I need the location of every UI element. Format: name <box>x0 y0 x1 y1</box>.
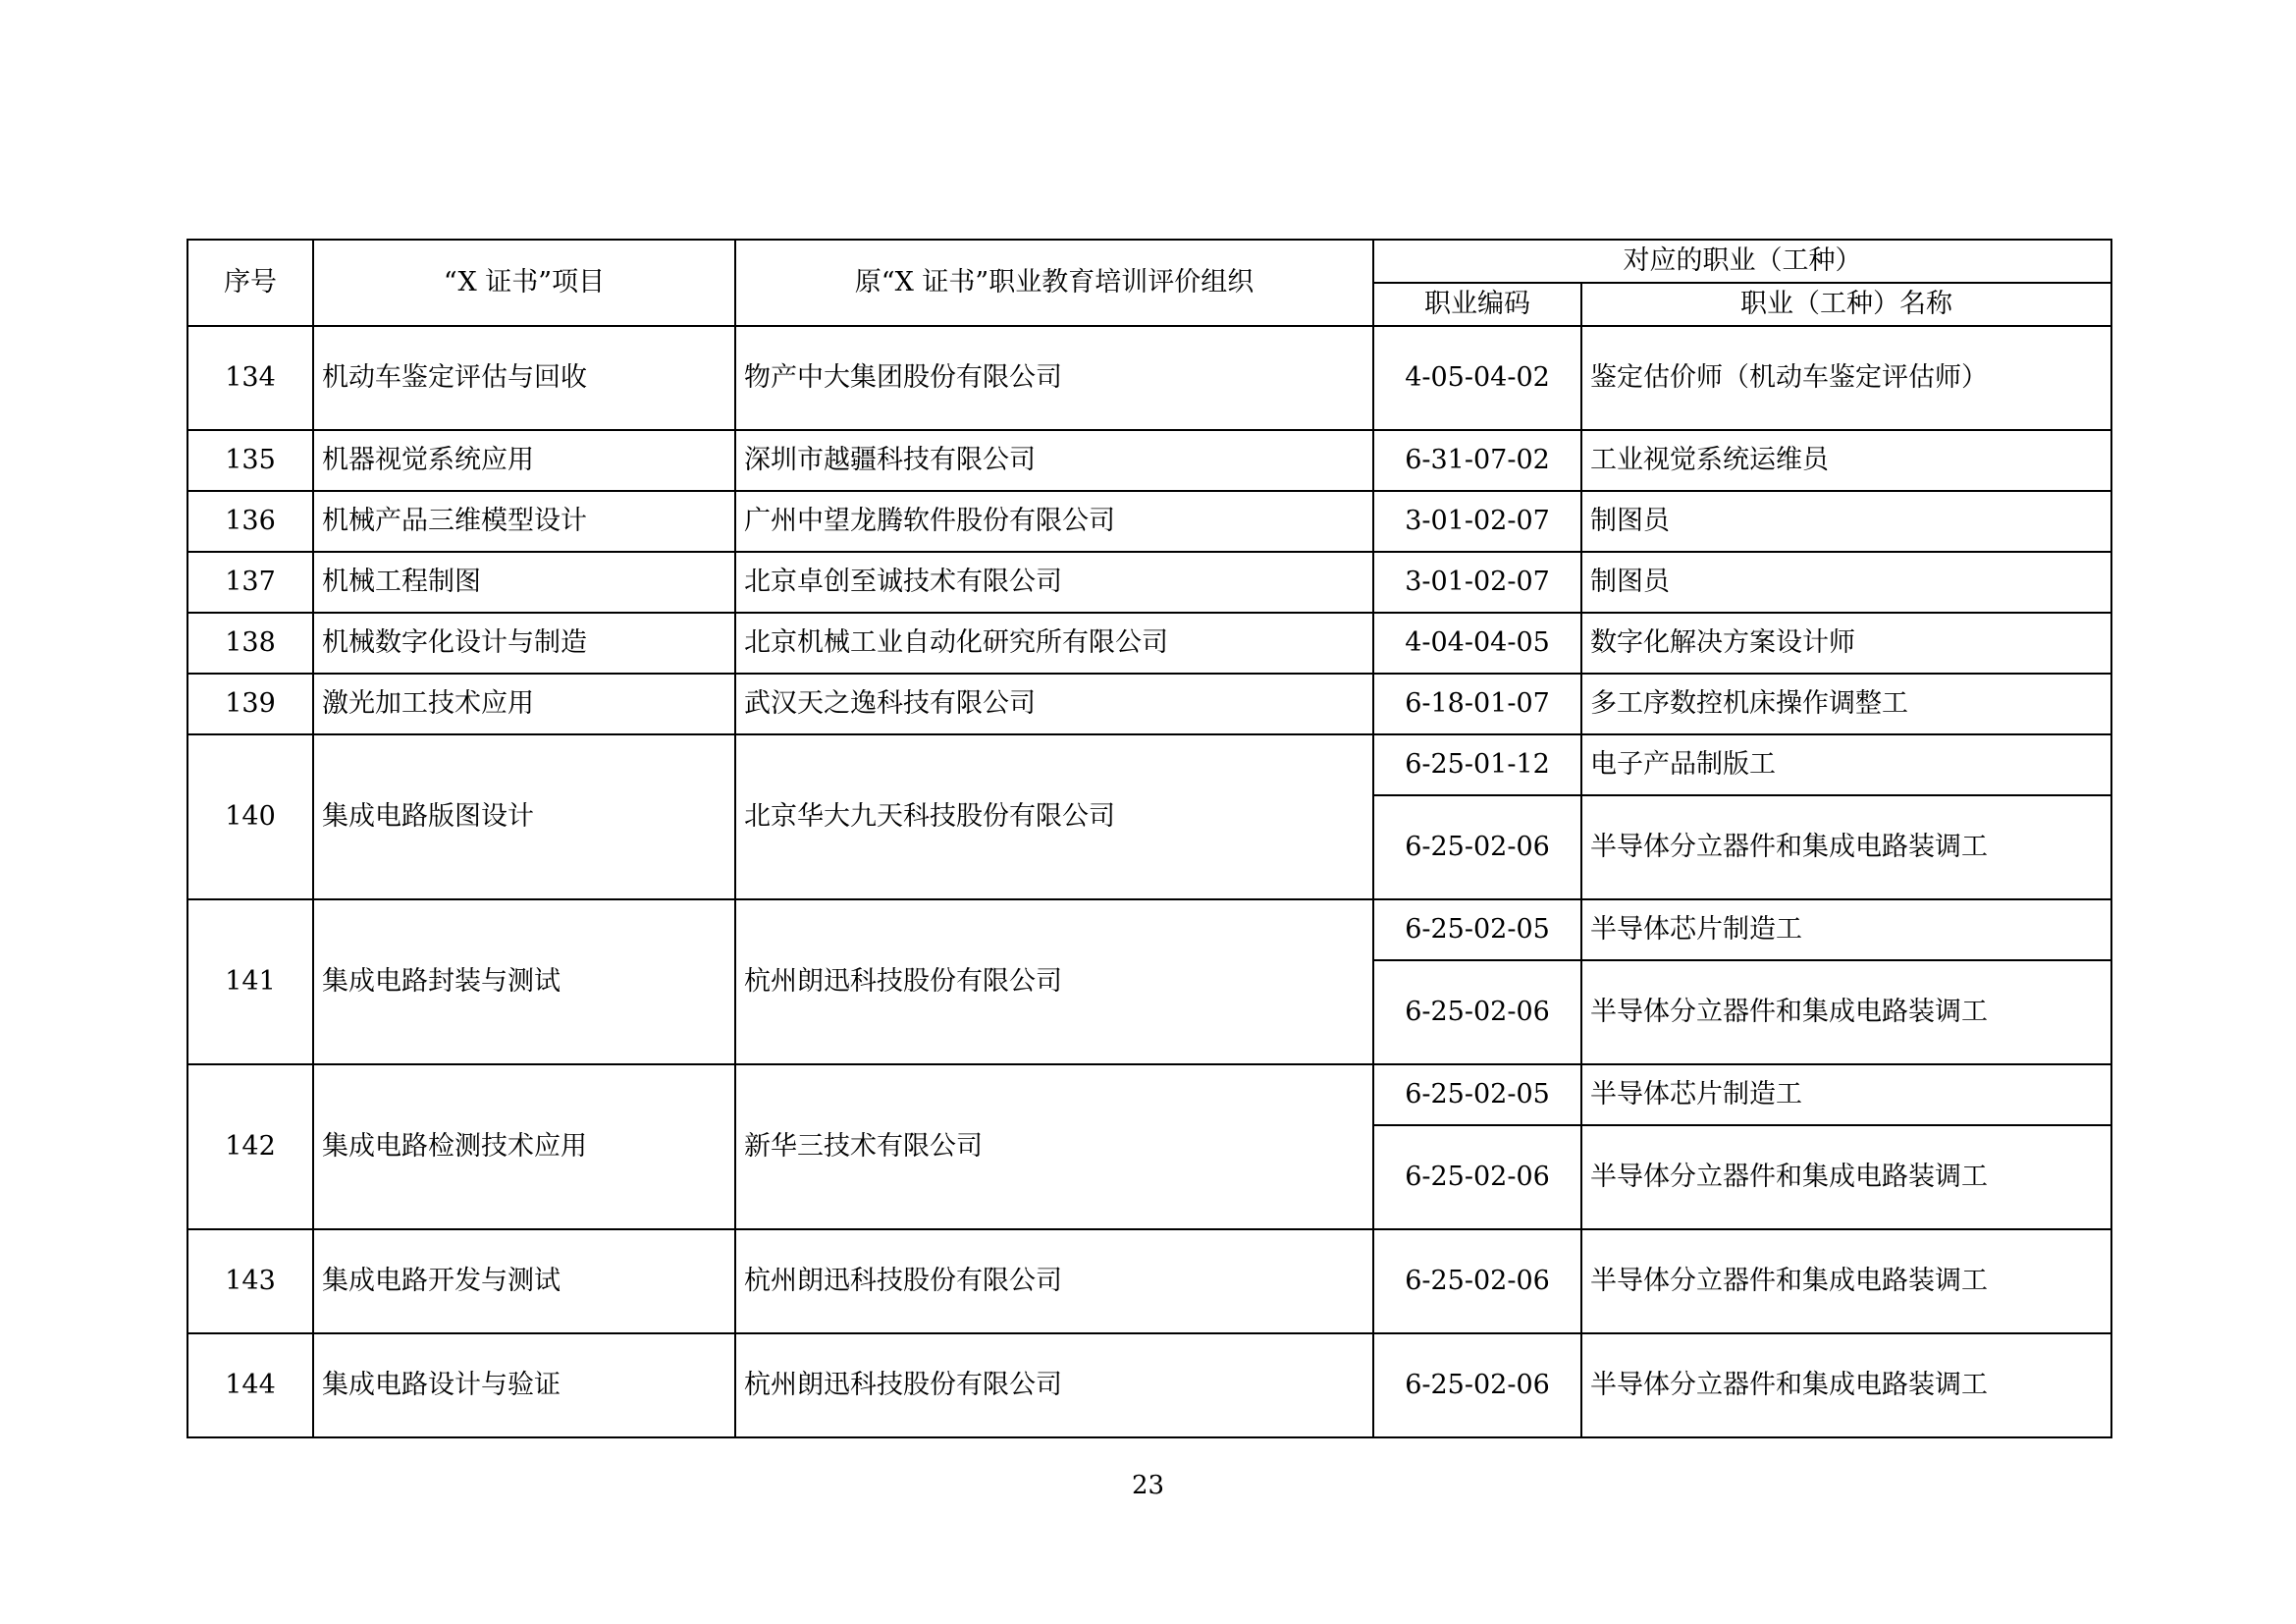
cell-seq: 140 <box>187 734 313 899</box>
cell-occupation-name: 半导体芯片制造工 <box>1581 1064 2111 1125</box>
cell-occupation-name: 制图员 <box>1581 491 2111 552</box>
cell-org: 深圳市越疆科技有限公司 <box>735 430 1373 491</box>
cell-org: 新华三技术有限公司 <box>735 1064 1373 1229</box>
table-row <box>187 1229 2111 1333</box>
cell-seq: 136 <box>187 491 313 552</box>
cell-seq: 139 <box>187 674 313 734</box>
table-row <box>187 491 2111 552</box>
cell-seq: 138 <box>187 613 313 674</box>
cell-occupation-name: 半导体分立器件和集成电路装调工 <box>1581 960 2111 1064</box>
cell-occupation-code: 6-25-02-05 <box>1373 1064 1581 1125</box>
cell-occupation-name: 电子产品制版工 <box>1581 734 2111 795</box>
cell-project: 集成电路开发与测试 <box>313 1229 735 1333</box>
cell-occupation-name: 半导体分立器件和集成电路装调工 <box>1581 1333 2111 1437</box>
cell-project: 集成电路设计与验证 <box>313 1333 735 1437</box>
header-org: 原“X 证书”职业教育培训评价组织 <box>735 240 1373 326</box>
cell-seq: 134 <box>187 326 313 430</box>
cell-occupation-code: 6-25-02-06 <box>1373 1125 1581 1229</box>
cell-occupation-name: 数字化解决方案设计师 <box>1581 613 2111 674</box>
cell-project: 机械产品三维模型设计 <box>313 491 735 552</box>
cell-occupation-name: 制图员 <box>1581 552 2111 613</box>
cell-org: 杭州朗迅科技股份有限公司 <box>735 1229 1373 1333</box>
cell-occupation-name: 工业视觉系统运维员 <box>1581 430 2111 491</box>
cell-project: 集成电路检测技术应用 <box>313 1064 735 1229</box>
table-header-row-1 <box>187 240 2111 283</box>
header-occupation-name: 职业（工种）名称 <box>1581 283 2111 326</box>
cell-org: 北京卓创至诚技术有限公司 <box>735 552 1373 613</box>
cell-seq: 135 <box>187 430 313 491</box>
cell-org: 物产中大集团股份有限公司 <box>735 326 1373 430</box>
cell-occupation-name: 半导体芯片制造工 <box>1581 899 2111 960</box>
cell-project: 机械数字化设计与制造 <box>313 613 735 674</box>
cell-project: 集成电路版图设计 <box>313 734 735 899</box>
cell-org: 北京机械工业自动化研究所有限公司 <box>735 613 1373 674</box>
cell-occupation-name: 多工序数控机床操作调整工 <box>1581 674 2111 734</box>
header-project: “X 证书”项目 <box>313 240 735 326</box>
cell-occupation-code: 4-05-04-02 <box>1373 326 1581 430</box>
table-row <box>187 1064 2111 1125</box>
cell-seq: 141 <box>187 899 313 1064</box>
table-row <box>187 326 2111 430</box>
cell-seq: 143 <box>187 1229 313 1333</box>
cell-seq: 144 <box>187 1333 313 1437</box>
header-occupation-code: 职业编码 <box>1373 283 1581 326</box>
cell-seq: 137 <box>187 552 313 613</box>
certificate-table-container <box>187 239 2110 1438</box>
cell-org: 杭州朗迅科技股份有限公司 <box>735 899 1373 1064</box>
cell-occupation-code: 6-31-07-02 <box>1373 430 1581 491</box>
cell-seq: 142 <box>187 1064 313 1229</box>
cell-occupation-name: 半导体分立器件和集成电路装调工 <box>1581 1125 2111 1229</box>
table-header <box>187 240 2111 326</box>
page-number: 23 <box>1131 1471 1165 1500</box>
cell-occupation-name: 半导体分立器件和集成电路装调工 <box>1581 1229 2111 1333</box>
cell-org: 广州中望龙腾软件股份有限公司 <box>735 491 1373 552</box>
cell-org: 武汉天之逸科技有限公司 <box>735 674 1373 734</box>
cell-org: 杭州朗迅科技股份有限公司 <box>735 1333 1373 1437</box>
header-occupation-group: 对应的职业（工种） <box>1373 240 2111 283</box>
cell-occupation-code: 6-25-02-06 <box>1373 960 1581 1064</box>
cell-project: 激光加工技术应用 <box>313 674 735 734</box>
cell-occupation-code: 6-25-02-05 <box>1373 899 1581 960</box>
cell-project: 集成电路封装与测试 <box>313 899 735 1064</box>
cell-occupation-code: 6-25-01-12 <box>1373 734 1581 795</box>
table-body <box>187 326 2111 1437</box>
cell-occupation-code: 3-01-02-07 <box>1373 491 1581 552</box>
cell-org: 北京华大九天科技股份有限公司 <box>735 734 1373 899</box>
header-seq: 序号 <box>187 240 313 326</box>
certificate-table <box>187 239 2112 1438</box>
table-row <box>187 674 2111 734</box>
table-row <box>187 899 2111 960</box>
cell-occupation-code: 6-18-01-07 <box>1373 674 1581 734</box>
table-row <box>187 552 2111 613</box>
cell-occupation-code: 6-25-02-06 <box>1373 795 1581 899</box>
cell-occupation-code: 4-04-04-05 <box>1373 613 1581 674</box>
cell-occupation-code: 6-25-02-06 <box>1373 1229 1581 1333</box>
cell-project: 机动车鉴定评估与回收 <box>313 326 735 430</box>
table-row <box>187 430 2111 491</box>
cell-occupation-code: 6-25-02-06 <box>1373 1333 1581 1437</box>
cell-occupation-name: 鉴定估价师（机动车鉴定评估师） <box>1581 326 2111 430</box>
table-row <box>187 734 2111 795</box>
cell-project: 机械工程制图 <box>313 552 735 613</box>
cell-occupation-code: 3-01-02-07 <box>1373 552 1581 613</box>
table-row <box>187 613 2111 674</box>
cell-occupation-name: 半导体分立器件和集成电路装调工 <box>1581 795 2111 899</box>
table-row <box>187 1333 2111 1437</box>
cell-project: 机器视觉系统应用 <box>313 430 735 491</box>
